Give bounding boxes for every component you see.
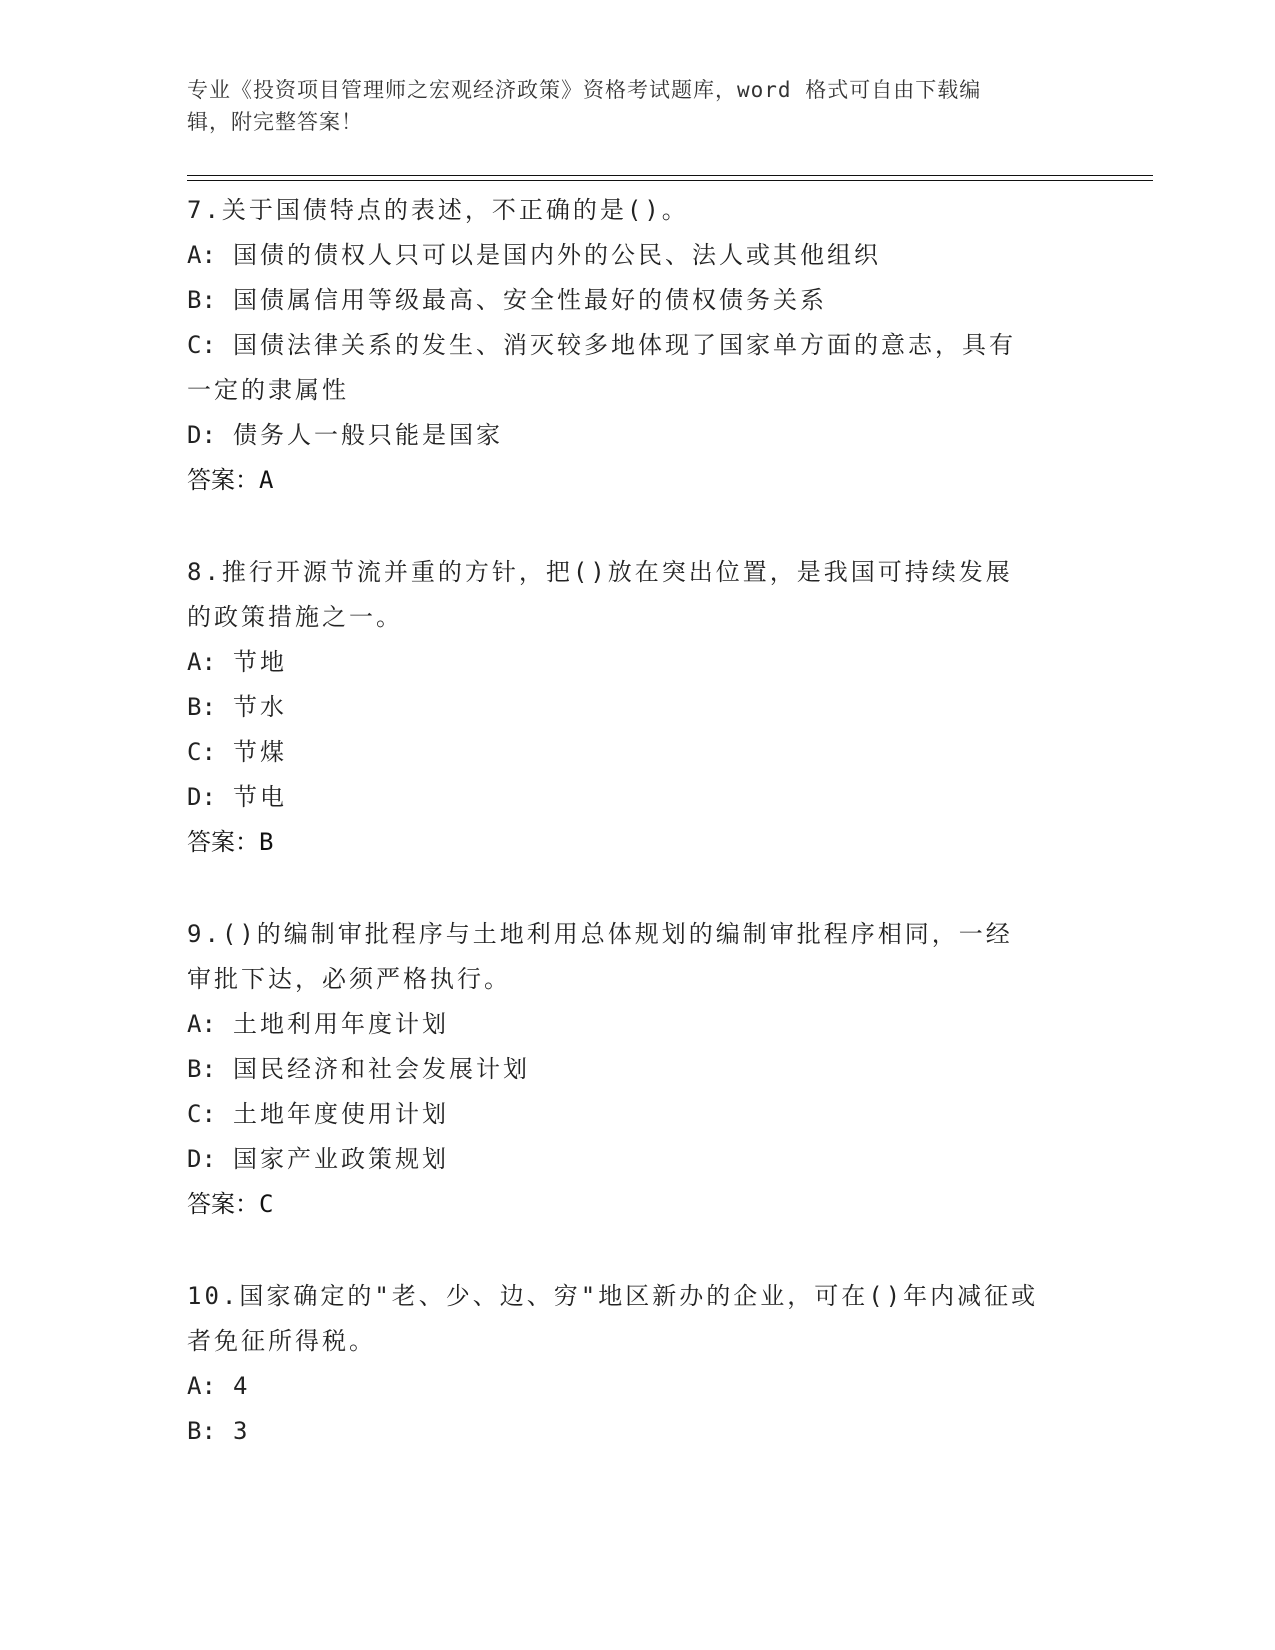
question-text: 的政策措施之一。 [187, 603, 403, 631]
question-text: 7.关于国债特点的表述，不正确的是()。 [187, 196, 689, 224]
option-text: 3 [233, 1417, 251, 1445]
option-row [187, 323, 1067, 368]
question-block [187, 1274, 1067, 1454]
option-text: 节煤 [233, 738, 287, 766]
option-label: D: [187, 421, 216, 449]
question-text: 审批下达，必须严格执行。 [187, 965, 511, 993]
question-list [187, 188, 1067, 1501]
header-line-1: 专业《投资项目管理师之宏观经济政策》资格考试题库，word 格式可自由下载编 [187, 78, 982, 102]
option-label: A: [187, 1372, 216, 1400]
option-row [187, 640, 1067, 685]
option-row [187, 1364, 1067, 1409]
option-row [187, 775, 1067, 820]
option-text: 节水 [233, 693, 287, 721]
option-row [187, 1092, 1067, 1137]
option-text: 国债属信用等级最高、安全性最好的债权债务关系 [233, 286, 827, 314]
option-text: 国家产业政策规划 [233, 1145, 449, 1173]
question-block [187, 912, 1067, 1227]
option-label: A: [187, 1010, 216, 1038]
option-row [187, 1137, 1067, 1182]
option-row [187, 368, 1067, 413]
option-label: D: [187, 783, 216, 811]
answer-text: 答案：A [187, 466, 274, 494]
option-text: 国债的债权人只可以是国内外的公民、法人或其他组织 [233, 241, 881, 269]
option-label: D: [187, 1145, 216, 1173]
option-row [187, 730, 1067, 775]
option-row [187, 413, 1067, 458]
question-text: 10.国家确定的"老、少、边、穷"地区新办的企业，可在()年内减征或 [187, 1282, 1039, 1310]
question-block [187, 550, 1067, 865]
option-text: 一定的隶属性 [187, 376, 349, 404]
option-row [187, 1409, 1067, 1454]
option-row [187, 685, 1067, 730]
option-row [187, 233, 1067, 278]
option-row [187, 1002, 1067, 1047]
option-text: 国债法律关系的发生、消灭较多地体现了国家单方面的意志，具有 [233, 331, 1016, 359]
option-label: A: [187, 648, 216, 676]
question-block [187, 188, 1067, 503]
option-text: 节地 [233, 648, 287, 676]
option-text: 节电 [233, 783, 287, 811]
question-text: 9.()的编制审批程序与土地利用总体规划的编制审批程序相同，一经 [187, 920, 1013, 948]
option-row [187, 278, 1067, 323]
header-line-2: 辑，附完整答案！ [187, 110, 363, 134]
document-header [187, 74, 1067, 138]
option-row [187, 1047, 1067, 1092]
option-label: C: [187, 1100, 216, 1128]
option-label: B: [187, 1055, 216, 1083]
option-label: C: [187, 738, 216, 766]
question-text: 者免征所得税。 [187, 1327, 376, 1355]
option-label: B: [187, 286, 216, 314]
option-label: B: [187, 1417, 216, 1445]
question-text: 8.推行开源节流并重的方针，把()放在突出位置，是我国可持续发展 [187, 558, 1013, 586]
header-divider-top [187, 175, 1153, 176]
header-divider-bottom [187, 180, 1153, 181]
option-text: 4 [233, 1372, 251, 1400]
answer-text: 答案：B [187, 828, 274, 856]
option-text: 土地年度使用计划 [233, 1100, 449, 1128]
option-label: A: [187, 241, 216, 269]
option-label: B: [187, 693, 216, 721]
option-text: 债务人一般只能是国家 [233, 421, 503, 449]
answer-text: 答案：C [187, 1190, 274, 1218]
option-text: 土地利用年度计划 [233, 1010, 449, 1038]
option-text: 国民经济和社会发展计划 [233, 1055, 530, 1083]
option-label: C: [187, 331, 216, 359]
